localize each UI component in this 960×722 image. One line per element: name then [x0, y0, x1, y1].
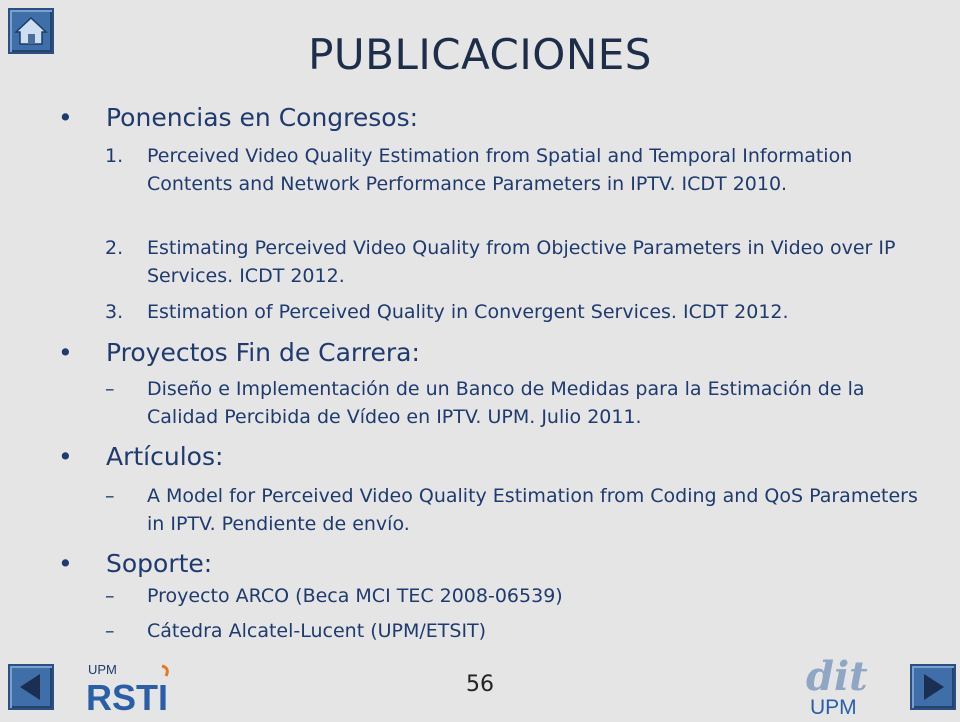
list-item [105, 298, 920, 326]
list-marker: – [105, 620, 115, 642]
section-heading-text: Ponencias en Congresos: [106, 103, 419, 132]
section-heading-text: Artículos: [106, 442, 224, 471]
list-item-text: Cátedra Alcatel-Lucent (UPM/ETSIT) [147, 620, 487, 642]
svg-text:UPM: UPM [88, 662, 117, 677]
list-item [105, 582, 920, 610]
svg-text:dit: dit [806, 653, 868, 700]
list-marker: – [105, 585, 115, 607]
list-marker: – [105, 485, 115, 507]
svg-text:RSTI: RSTI [86, 677, 169, 716]
next-slide-button[interactable] [910, 664, 956, 710]
list-item-text: Estimating Perceived Video Quality from Objective Parameters in Video over IP Services. ICDT 2012. [147, 237, 896, 287]
list-item-text: Proyecto ARCO (Beca MCI TEC 2008-06539) [147, 585, 563, 607]
list-marker: 2. [105, 237, 124, 259]
list-item-text: A Model for Perceived Video Quality Estimation from Coding and QoS Parameters in IPTV. Pendiente de envío. [147, 485, 918, 535]
section-heading-text: Soporte: [106, 549, 213, 578]
section-heading-text: Proyectos Fin de Carrera: [106, 338, 420, 367]
list-item [105, 375, 920, 431]
list-item [105, 142, 920, 198]
page-number: 56 [466, 672, 494, 697]
list-item-text: Diseño e Implementación de un Banco de Medidas para la Estimación de la Calidad Percibida de Vídeo en IPTV. UPM. Julio 2011. [147, 378, 865, 428]
section-heading-articulos: • Artículos: [58, 442, 224, 471]
list-item [105, 482, 920, 538]
list-marker: – [105, 378, 115, 400]
dit-upm-logo [800, 650, 890, 718]
list-marker: 1. [105, 145, 124, 167]
section-heading-soporte: • Soporte: [58, 549, 213, 578]
svg-text:UPM: UPM [810, 696, 857, 718]
section-heading-proyectos: • Proyectos Fin de Carrera: [58, 338, 420, 367]
arrow-right-icon [912, 666, 954, 708]
slide-title: PUBLICACIONES [308, 30, 652, 79]
section-heading-ponencias: • Ponencias en Congresos: [58, 103, 419, 132]
list-item-text: Estimation of Perceived Quality in Convergent Services. ICDT 2012. [147, 301, 789, 323]
list-item-text: Perceived Video Quality Estimation from Spatial and Temporal Information Contents and Network Performance Parameters in IPTV. ICDT 2010. [147, 145, 853, 195]
list-marker: 3. [105, 301, 124, 323]
list-item [105, 617, 920, 645]
list-item [105, 234, 920, 290]
